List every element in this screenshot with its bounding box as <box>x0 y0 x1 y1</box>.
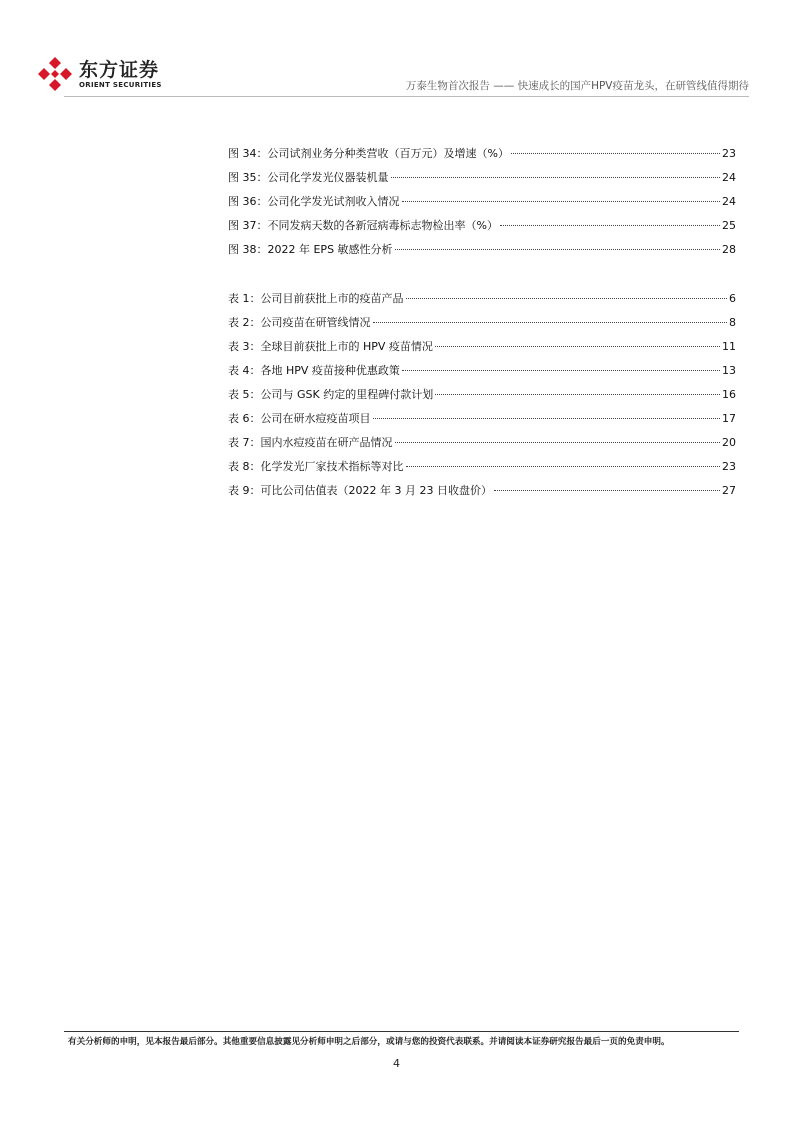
table-entry-page: 13 <box>722 364 736 377</box>
figure-entry[interactable] <box>228 145 736 169</box>
table-entry[interactable] <box>228 482 736 506</box>
logo-chinese-name: 东方证券 <box>79 58 160 81</box>
table-entry-label: 表 2：公司疫苗在研管线情况 <box>228 316 371 329</box>
figure-entry-page: 25 <box>722 219 736 232</box>
company-logo <box>37 56 162 92</box>
figure-entry-label: 图 34：公司试剂业务分种类营收（百万元）及增速（%） <box>228 147 509 160</box>
table-entry-label: 表 5：公司与 GSK 约定的里程碑付款计划 <box>228 388 434 401</box>
table-entry-page: 17 <box>722 412 736 425</box>
table-entry[interactable] <box>228 410 736 434</box>
figure-entry-label: 图 35：公司化学发光仪器装机量 <box>228 171 389 184</box>
table-entry[interactable] <box>228 386 736 410</box>
orient-securities-logo-icon <box>37 56 73 92</box>
dot-leader <box>402 201 721 202</box>
table-entry-label: 表 9：可比公司估值表（2022 年 3 月 23 日收盘价） <box>228 484 492 497</box>
logo-english-name: ORIENT SECURITIES <box>79 80 162 89</box>
report-title: 万泰生物首次报告 —— 快速成长的国产HPV疫苗龙头，在研管线值得期待 <box>405 80 749 92</box>
table-entry[interactable] <box>228 314 736 338</box>
dot-leader <box>402 370 720 371</box>
figure-entry-page: 28 <box>722 243 736 256</box>
figure-entry-label: 图 38：2022 年 EPS 敏感性分析 <box>228 243 393 256</box>
figure-entry-page: 24 <box>722 195 736 208</box>
figure-entry-label: 图 36：公司化学发光试剂收入情况 <box>228 195 400 208</box>
dot-leader <box>406 466 721 467</box>
dot-leader <box>435 346 720 347</box>
dot-leader <box>511 153 720 154</box>
dot-leader <box>395 249 720 250</box>
table-entry-page: 20 <box>722 436 736 449</box>
table-entry-label: 表 8：化学发光厂家技术指标等对比 <box>228 460 404 473</box>
dot-leader <box>373 322 728 323</box>
dot-leader <box>406 298 728 299</box>
figure-entry[interactable] <box>228 217 736 241</box>
figure-entry[interactable] <box>228 193 736 217</box>
table-entry-page: 16 <box>722 388 736 401</box>
footer-divider <box>64 1031 739 1032</box>
table-entry-page: 8 <box>729 316 736 329</box>
table-entry-label: 表 1：公司目前获批上市的疫苗产品 <box>228 292 404 305</box>
dot-leader <box>373 418 721 419</box>
table-entry-page: 11 <box>722 340 736 353</box>
table-entry[interactable] <box>228 338 736 362</box>
table-entry-page: 6 <box>729 292 736 305</box>
table-entry[interactable] <box>228 362 736 386</box>
disclaimer-text: 有关分析师的申明，见本报告最后部分。其他重要信息披露见分析师申明之后部分，或请与您的投资代表联系。并请阅读本证券研究报告最后一页的免责申明。 <box>68 1037 670 1047</box>
dot-leader <box>391 177 721 178</box>
dot-leader <box>500 225 720 226</box>
page-number: 4 <box>393 1057 400 1070</box>
figure-list <box>228 145 736 265</box>
table-entry-label: 表 3：全球目前获批上市的 HPV 疫苗情况 <box>228 340 433 353</box>
table-entry[interactable] <box>228 434 736 458</box>
table-entry-label: 表 6：公司在研水痘疫苗项目 <box>228 412 371 425</box>
figure-entry[interactable] <box>228 241 736 265</box>
table-entry-page: 27 <box>722 484 736 497</box>
dot-leader <box>395 442 721 443</box>
dot-leader <box>494 490 720 491</box>
table-entry-page: 23 <box>722 460 736 473</box>
figure-entry-page: 23 <box>722 147 736 160</box>
dot-leader <box>435 394 720 395</box>
page-header <box>0 0 793 100</box>
figure-entry-label: 图 37：不同发病天数的各新冠病毒标志物检出率（%） <box>228 219 498 232</box>
figure-entry-page: 24 <box>722 171 736 184</box>
table-entry[interactable] <box>228 290 736 314</box>
table-list <box>228 290 736 506</box>
table-entry[interactable] <box>228 458 736 482</box>
table-entry-label: 表 4：各地 HPV 疫苗接种优惠政策 <box>228 364 400 377</box>
header-divider <box>64 96 749 97</box>
figure-entry[interactable] <box>228 169 736 193</box>
table-entry-label: 表 7：国内水痘疫苗在研产品情况 <box>228 436 393 449</box>
